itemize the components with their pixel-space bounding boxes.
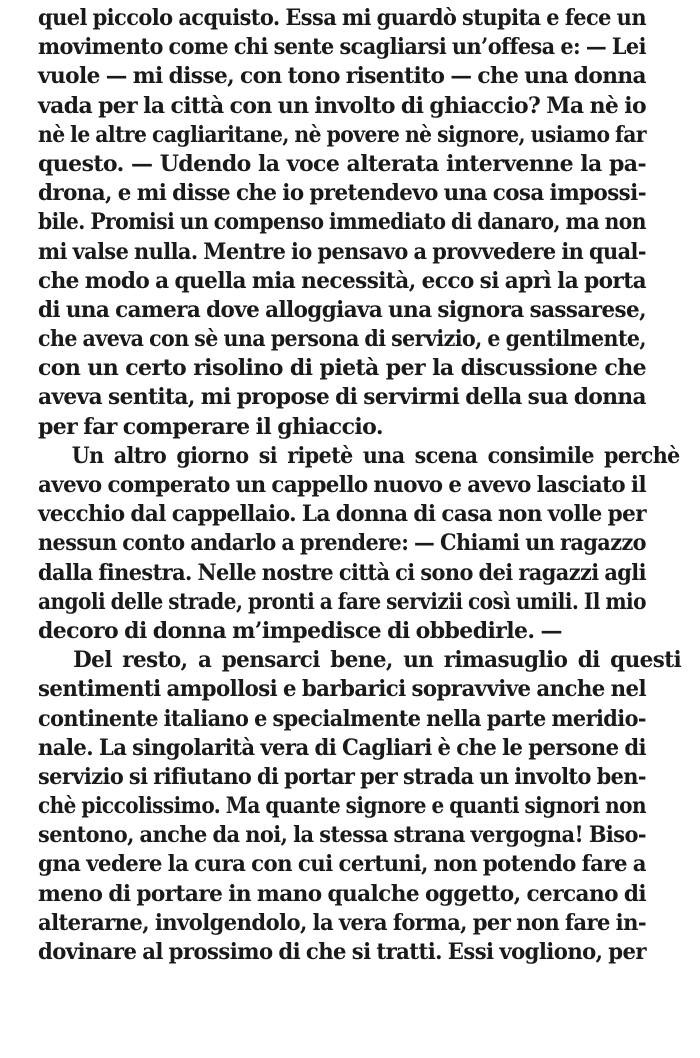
text-line: drona, e mi disse che io pretendevo una cosa impossi- <box>38 180 646 207</box>
text-line: sentimenti ampollosi e barbarici sopravvive anche nel <box>38 676 647 703</box>
text-line: quel piccolo acquisto. Essa mi guardò stupita e fece un <box>38 5 646 31</box>
text-line: decoro di donna m’impedisce di obbedirle. — <box>38 617 562 644</box>
text-line: sentono, anche da noi, la stessa strana vergogna! Biso- <box>38 822 647 849</box>
text-line: movimento come chi sente scagliarsi un’offesa e: — Lei <box>38 34 646 61</box>
text-line: vada per la città con un involto di ghiaccio? Ma nè io <box>38 92 647 119</box>
text-line: dovinare al prossimo di che si tratti. Essi vogliono, per <box>38 939 647 965</box>
text-line: con un certo risolino di pietà per la discussione che <box>38 355 646 382</box>
text-line: per far comperare il ghiaccio. <box>38 413 383 440</box>
text-line: vecchio dal cappellaio. La donna di casa non volle per <box>38 501 647 528</box>
text-line: angoli delle strade, pronti a fare servizii così umili. Il mio <box>38 588 646 615</box>
text-line: alterarne, involgendolo, la vera forma, per non fare in- <box>38 909 647 936</box>
text-line: servizio si rifiutano di portar per strada un involto ben- <box>38 763 646 790</box>
text-line: Del resto, a pensarci bene, un rimasuglio di questi <box>73 647 682 674</box>
page-body <box>38 4 682 967</box>
paragraph-3 <box>38 646 682 967</box>
text-line: meno di portare in mano qualche oggetto, cercano di <box>38 880 647 907</box>
text-line: gna vedere la cura con cui certuni, non potendo fare a <box>38 851 647 878</box>
text-line: nessun conto andarlo a prendere: — Chiami un ragazzo <box>38 530 646 557</box>
text-line: avevo comperato un cappello nuovo e avevo lasciato il <box>38 472 646 498</box>
text-line: nale. La singolarità vera di Cagliari è che le persone di <box>38 734 647 761</box>
paragraph-1 <box>38 4 646 442</box>
text-line: mi valse nulla. Mentre io pensavo a provvedere in qual- <box>38 238 646 265</box>
text-line: continente italiano e specialmente nella parte meridio- <box>38 705 647 732</box>
text-line: che aveva con sè una persona di servizio, e gentilmente, <box>38 326 647 353</box>
text-line: aveva sentita, mi propose di servirmi della sua donna <box>38 384 646 411</box>
paragraph-2 <box>38 442 680 646</box>
text-line: vuole — mi disse, con tono risentito — che una donna <box>38 63 647 90</box>
text-line: Un altro giorno si ripetè una scena consimile perchè <box>71 442 680 469</box>
text-line: di una camera dove alloggiava una signora sassarese, <box>38 296 646 323</box>
text-line: dalla finestra. Nelle nostre città ci sono dei ragazzi agli <box>38 559 647 586</box>
text-line: bile. Promisi un compenso immediato di danaro, ma non <box>38 209 646 236</box>
text-line: nè le altre cagliaritane, nè povere nè signore, usiamo far <box>38 121 646 148</box>
text-line: questo. — Udendo la voce alterata intervenne la pa- <box>38 150 646 177</box>
text-line: che modo a quella mia necessità, ecco si aprì la porta <box>38 267 646 294</box>
text-line: chè piccolissimo. Ma quante signore e quanti signori non <box>38 793 646 820</box>
